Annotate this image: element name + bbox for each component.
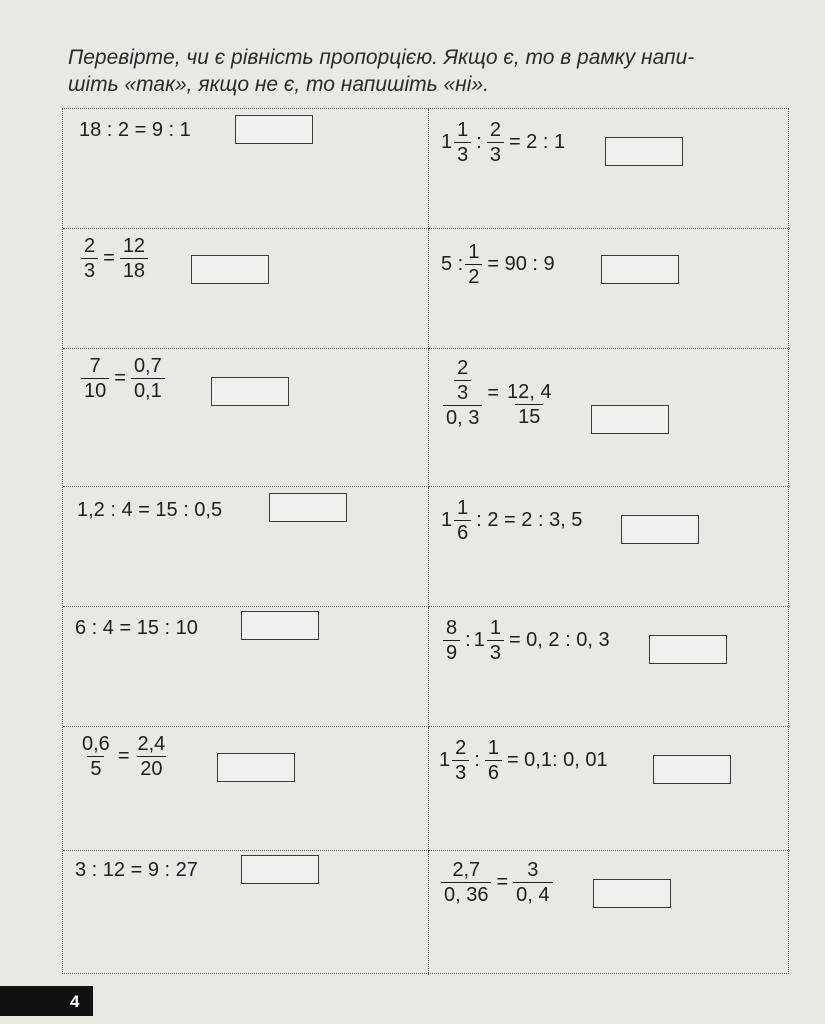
equation: [75, 617, 198, 640]
cell-row2-right: [429, 229, 790, 349]
cell-row3-left: [63, 349, 429, 487]
mixed-number: 1 $\frac{1}{3}$: [474, 617, 506, 664]
cell-row1-left: [63, 109, 429, 229]
mixed-number: 1 $\frac{1}{3}$: [441, 119, 473, 166]
equation: $\frac{7}{10}$ = $\frac{0,7}{0,1}$: [79, 355, 167, 402]
fraction: $\frac{1}{6}$: [485, 737, 502, 784]
mixed-number: 1 $\frac{1}{6}$: [441, 497, 473, 544]
page-number: 4: [70, 992, 80, 1011]
equation: 5 : $\frac{1}{2}$ = 90 : 9: [441, 241, 555, 288]
fraction: $\frac{2,4}{20}$: [137, 733, 166, 780]
fraction: $\frac{3}{0, 4}$: [513, 859, 552, 906]
cell-row2-left: [63, 229, 429, 349]
fraction: $\frac{7}{10}$: [81, 355, 109, 402]
cell-row1-right: [429, 109, 790, 229]
equation: 1 $\frac{1}{6}$ : 2 = 2 : 3, 5: [441, 497, 583, 544]
equation: $\frac{\frac{2}{3}}{0, 3}$ = $\frac{12, 4}{15}$: [441, 357, 557, 429]
fraction: $\frac{12, 4}{15}$: [507, 380, 552, 428]
answer-box[interactable]: [601, 255, 679, 284]
equation: $\frac{0,6}{5}$ = $\frac{2,4}{20}$: [77, 733, 170, 780]
equation: $\frac{8}{9}$ : 1 $\frac{1}{3}$ = 0, 2 : 0, 3: [441, 617, 613, 664]
exercise-table: [62, 108, 789, 974]
fraction: $\frac{2}{3}$: [487, 119, 504, 166]
fraction: $\frac{2}{3}$: [81, 235, 98, 282]
equation-text: 3 : 12 = 9 : 27: [75, 859, 198, 881]
equation-text: 1,2 : 4 = 15 : 0,5: [77, 499, 223, 521]
instruction-text: [68, 44, 784, 98]
answer-box[interactable]: [211, 377, 289, 406]
fraction: $\frac{1}{3}$: [454, 119, 471, 166]
cell-row6-left: [63, 727, 429, 851]
fraction: $\frac{1}{3}$: [487, 617, 504, 664]
answer-box[interactable]: [649, 635, 727, 664]
cell-row5-left: [63, 607, 429, 727]
equation: [75, 859, 198, 882]
fraction: $\frac{8}{9}$: [443, 617, 460, 664]
cell-row4-right: [429, 487, 790, 607]
mixed-number: 1 $\frac{2}{3}$: [439, 737, 471, 784]
answer-box[interactable]: [605, 137, 683, 166]
fraction: $\frac{0,7}{0,1}$: [131, 355, 165, 402]
answer-box[interactable]: [593, 879, 671, 908]
fraction: $\frac{12}{18}$: [120, 235, 148, 282]
answer-box[interactable]: [621, 515, 699, 544]
equation-text: 6 : 4 = 15 : 10: [75, 617, 198, 639]
equation: [77, 499, 222, 522]
answer-box[interactable]: [653, 755, 731, 784]
answer-box[interactable]: [191, 255, 269, 284]
fraction: $\frac{1}{2}$: [465, 241, 482, 288]
instruction-line-2: шіть «так», якщо не є, то напишіть «ні».: [68, 73, 489, 96]
fraction: $\frac{2,7}{0, 36}$: [441, 859, 491, 906]
equation: 1 $\frac{2}{3}$ : $\frac{1}{6}$ = 0,1: 0, 01: [439, 737, 608, 784]
answer-box[interactable]: [241, 611, 319, 640]
cell-row7-right: [429, 851, 790, 975]
cell-row4-left: [63, 487, 429, 607]
equation: [79, 119, 191, 142]
cell-row7-left: [63, 851, 429, 975]
cell-row5-right: [429, 607, 790, 727]
equation: $\frac{2,7}{0, 36}$ = $\frac{3}{0, 4}$: [439, 859, 555, 906]
complex-fraction: $\frac{\frac{2}{3}}{0, 3}$: [443, 357, 482, 429]
equation-text: 18 : 2 = 9 : 1: [79, 119, 191, 141]
fraction: $\frac{2}{3}$: [452, 737, 469, 784]
answer-box[interactable]: [235, 115, 313, 144]
answer-box[interactable]: [591, 405, 669, 434]
answer-box[interactable]: [241, 855, 319, 884]
fraction: $\frac{0,6}{5}$: [82, 733, 110, 780]
equation: $\frac{2}{3}$ = $\frac{12}{18}$: [79, 235, 150, 282]
instruction-line-1: Перевірте, чи є рівність пропорцією. Якщо є, то в рамку напи-: [68, 46, 695, 69]
cell-row3-right: [429, 349, 790, 487]
cell-row6-right: [429, 727, 790, 851]
answer-box[interactable]: [269, 493, 347, 522]
equation: 1 $\frac{1}{3}$ : $\frac{2}{3}$ = 2 : 1: [441, 119, 566, 166]
fraction: $\frac{1}{6}$: [454, 497, 471, 544]
fraction: $\frac{2}{3}$: [454, 357, 471, 404]
answer-box[interactable]: [217, 753, 295, 782]
